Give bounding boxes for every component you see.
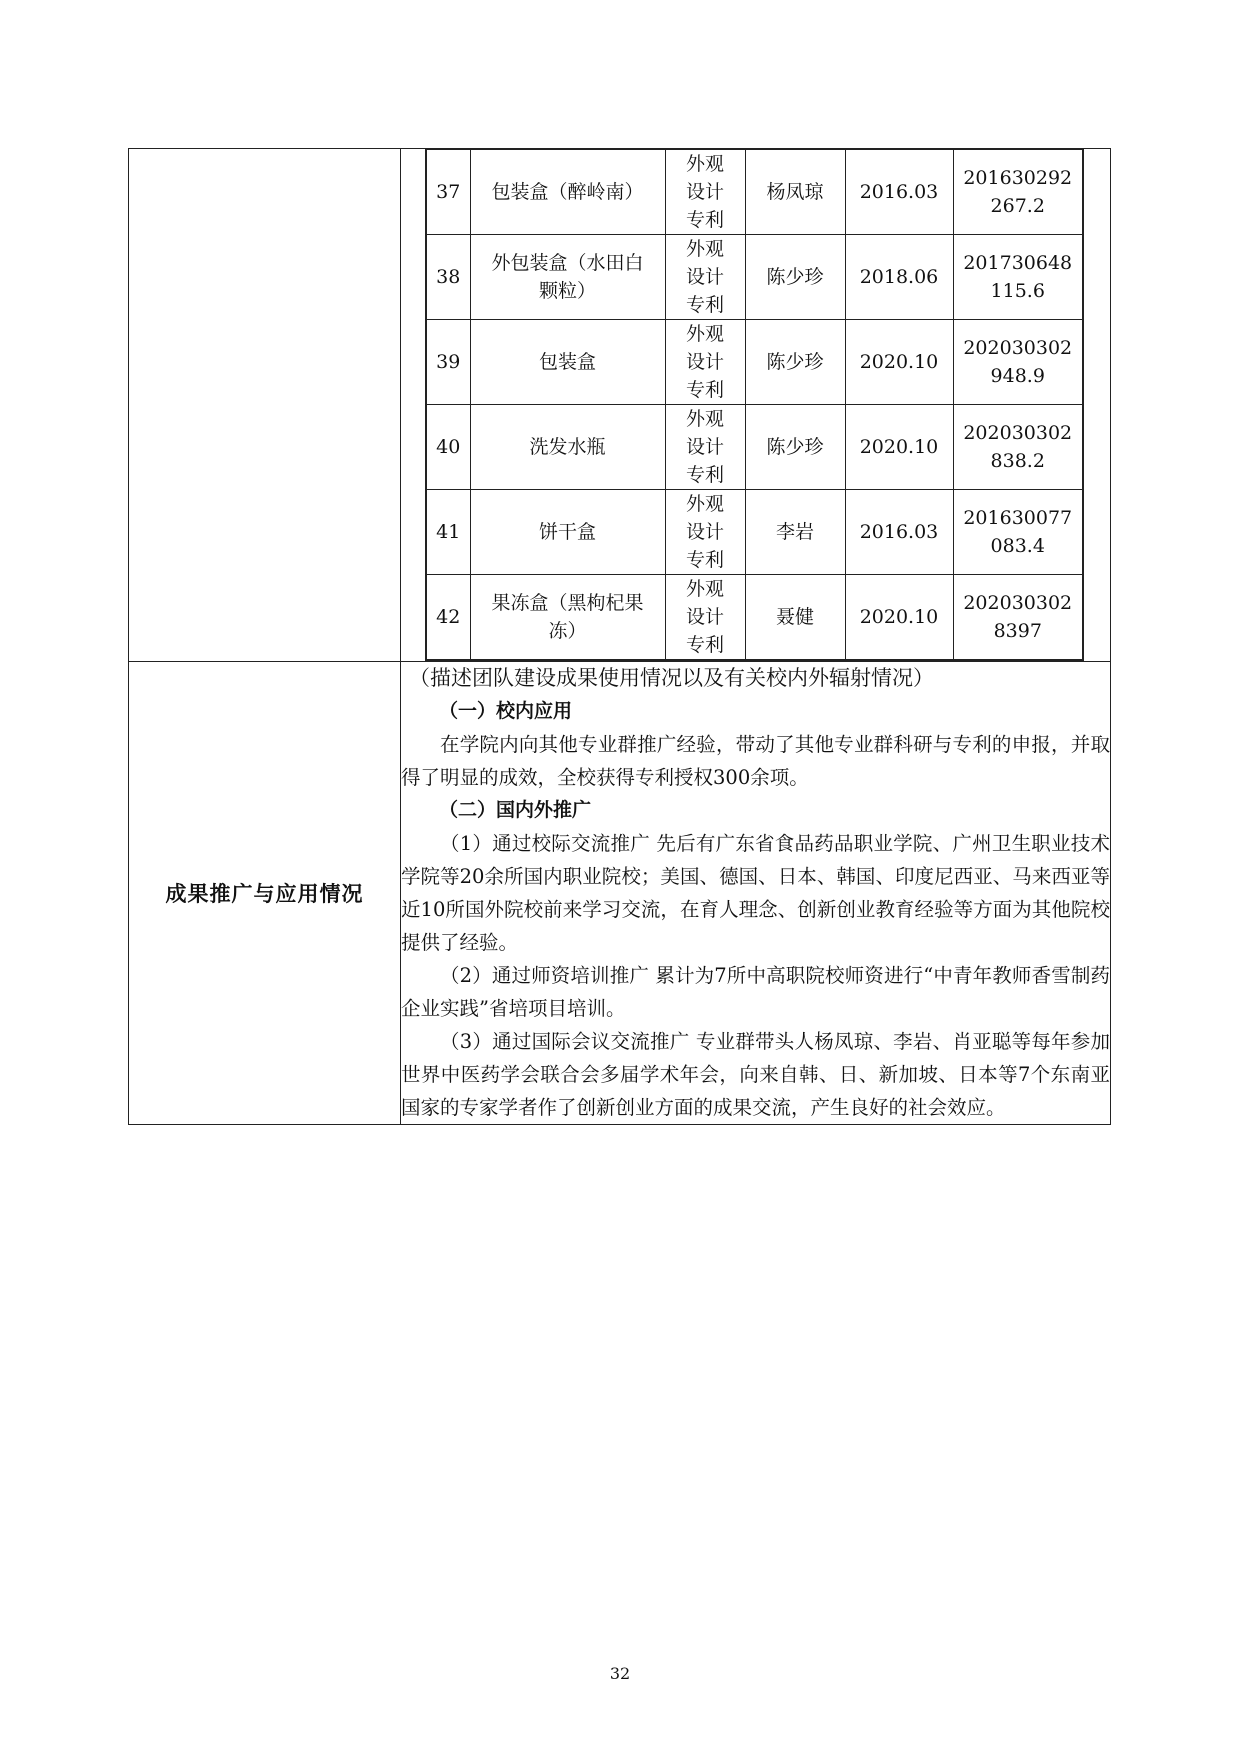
promotion-content (401, 662, 1111, 1125)
intro-text: （描述团队建设成果使用情况以及有关校内外辐射情况） (409, 666, 934, 690)
patent-type: 外观 设计 专利 (665, 235, 745, 320)
patent-date: 2018.06 (845, 235, 953, 320)
patent-number: 201630077 083.4 (953, 490, 1083, 575)
patent-no: 41 (426, 490, 470, 575)
patent-type: 外观 设计 专利 (665, 490, 745, 575)
paragraph: 在学院内向其他专业群推广经验，带动了其他专业群科研与专利的申报，并取得了明显的成效，全校获得专利授权300余项。 (401, 733, 1110, 789)
patent-name: 饼干盒 (470, 490, 665, 575)
patent-number: 202030302 948.9 (953, 320, 1083, 405)
patent-no: 37 (426, 150, 470, 235)
paragraph: （1）通过校际交流推广 先后有广东省食品药品职业学院、广州卫生职业技术学院等20余所国内职业院校；美国、德国、日本、韩国、印度尼西亚、马来西亚等近10所国外院校前来学习交流，在育人理念、创新创业教育经验等方面为其他院校提供了经验。 (401, 832, 1110, 954)
paragraph: （3）通过国际会议交流推广 专业群带头人杨凤琼、李岩、肖亚聪等每年参加世界中医药学会联合会多届学术年会，向来自韩、日、新加坡、日本等7个东南亚国家的专家学者作了创新创业方面的成果交流，产生良好的社会效应。 (401, 1030, 1110, 1119)
patent-date: 2016.03 (845, 490, 953, 575)
patent-no: 42 (426, 575, 470, 661)
patent-inventor: 陈少珍 (745, 405, 845, 490)
patent-name: 果冻盒（黑枸杞果冻） (470, 575, 665, 661)
table-row (426, 320, 1083, 405)
table-row (426, 405, 1083, 490)
patent-inventor: 陈少珍 (745, 235, 845, 320)
table-row (426, 235, 1083, 320)
section-heading: （一）校内应用 (439, 700, 573, 722)
patent-inventor: 李岩 (745, 490, 845, 575)
patent-name: 包装盒（醉岭南） (470, 150, 665, 235)
patent-inventor: 陈少珍 (745, 320, 845, 405)
patent-cell (401, 149, 1111, 662)
patent-type: 外观 设计 专利 (665, 405, 745, 490)
patent-no: 38 (426, 235, 470, 320)
patent-name: 外包装盒（水田白颗粒） (470, 235, 665, 320)
report-table (128, 148, 1111, 1125)
table-row (426, 150, 1083, 235)
patent-no: 39 (426, 320, 470, 405)
patent-date: 2020.10 (845, 320, 953, 405)
patent-number: 202030302 838.2 (953, 405, 1083, 490)
patent-type: 外观 设计 专利 (665, 320, 745, 405)
paragraph: （2）通过师资培训推广 累计为7所中高职院校师资进行“中青年教师香雪制药企业实践”省培项目培训。 (401, 964, 1110, 1020)
patent-table (425, 149, 1084, 661)
patent-date: 2016.03 (845, 150, 953, 235)
promotion-row (129, 662, 1111, 1125)
patent-name: 洗发水瓶 (470, 405, 665, 490)
patent-number: 202030302 8397 (953, 575, 1083, 661)
section-label: 成果推广与应用情况 (129, 662, 401, 1125)
patent-inventor: 杨凤琼 (745, 150, 845, 235)
table-row (426, 490, 1083, 575)
patent-date: 2020.10 (845, 405, 953, 490)
patent-row-block (129, 149, 1111, 662)
patent-name: 包装盒 (470, 320, 665, 405)
patent-type: 外观 设计 专利 (665, 575, 745, 661)
patent-number: 201730648 115.6 (953, 235, 1083, 320)
left-blank-cell (129, 149, 401, 662)
patent-type: 外观 设计 专利 (665, 150, 745, 235)
section-heading: （二）国内外推广 (439, 799, 592, 821)
patent-inventor: 聂健 (745, 575, 845, 661)
page-number: 32 (609, 1664, 631, 1683)
patent-number: 201630292 267.2 (953, 150, 1083, 235)
patent-date: 2020.10 (845, 575, 953, 661)
patent-no: 40 (426, 405, 470, 490)
table-row (426, 575, 1083, 661)
